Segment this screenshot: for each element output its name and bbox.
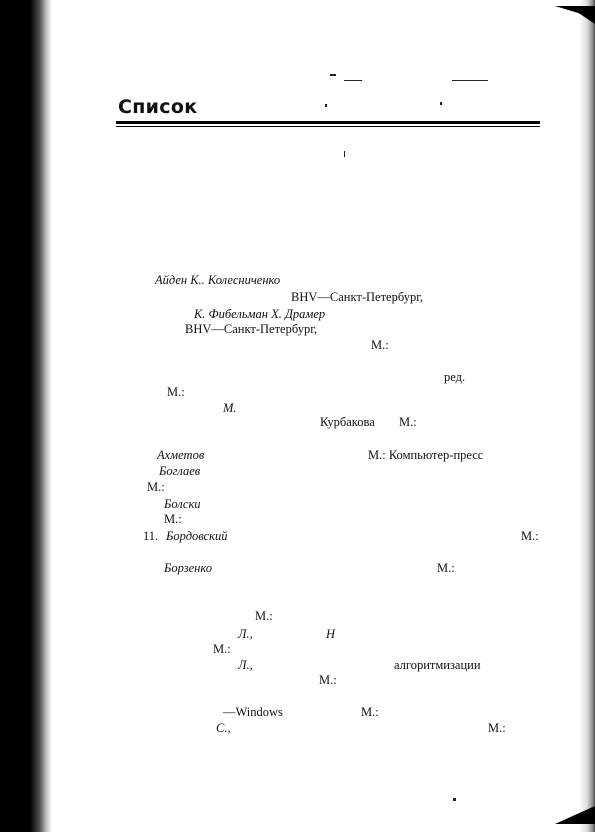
bib-fragment: Ахметов — [157, 448, 205, 462]
bib-fragment: алгоритмизации — [394, 658, 481, 672]
bib-fragment: М.: — [319, 673, 337, 687]
bib-fragment: ред. — [444, 370, 466, 384]
bib-fragment: М.: — [488, 721, 506, 735]
bib-fragment: М.: — [164, 512, 182, 526]
bib-fragment: BHV—Санкт-Петербург, — [185, 322, 318, 336]
bib-fragment: Айден К.. Колесниченко — [155, 273, 281, 287]
binding-streak — [0, 0, 10, 832]
scan-speck — [453, 798, 456, 801]
bib-fragment: М.: — [521, 529, 539, 543]
heading-rule-thick — [116, 121, 540, 124]
bib-fragment: Л., — [238, 627, 253, 641]
bib-fragment: Борзенко — [164, 561, 212, 575]
bib-fragment: М.: — [167, 385, 185, 399]
bib-fragment: М.: — [399, 415, 417, 429]
scan-speck — [344, 80, 362, 81]
scan-speck — [452, 80, 488, 81]
bib-fragment: Боглаев — [159, 464, 201, 478]
bib-fragment: М. — [223, 401, 237, 415]
scan-speck — [330, 74, 336, 76]
bib-fragment: М.: Компьютер-пресс — [368, 448, 484, 462]
scan-speck — [344, 151, 345, 157]
section-heading: Список — [118, 96, 198, 118]
bib-fragment: М.: — [371, 338, 389, 352]
bib-fragment: К. Фибельман Х. Драмер — [194, 307, 326, 321]
bib-fragment: —Windows — [223, 705, 283, 719]
bib-fragment: М.: — [437, 561, 455, 575]
bib-fragment: 11. — [143, 529, 159, 543]
bib-fragment: С., — [216, 721, 231, 735]
bib-fragment: Бордовский — [166, 529, 228, 543]
bib-fragment: BHV—Санкт-Петербург, — [291, 290, 424, 304]
bib-fragment: Л., — [238, 658, 253, 672]
bib-fragment: Курбакова — [320, 415, 375, 429]
scan-speck — [325, 104, 327, 107]
scan-speck — [440, 102, 442, 105]
bib-fragment: М.: — [213, 642, 231, 656]
bib-fragment: Н — [326, 627, 336, 641]
binding-streak — [8, 590, 30, 700]
bib-fragment: М.: — [361, 705, 379, 719]
bib-fragment: М.: — [147, 480, 165, 494]
bib-fragment: М.: — [255, 609, 273, 623]
right-edge-shadow — [559, 0, 595, 832]
heading-rule-thin — [116, 126, 540, 127]
bib-fragment: Болски — [164, 497, 201, 511]
